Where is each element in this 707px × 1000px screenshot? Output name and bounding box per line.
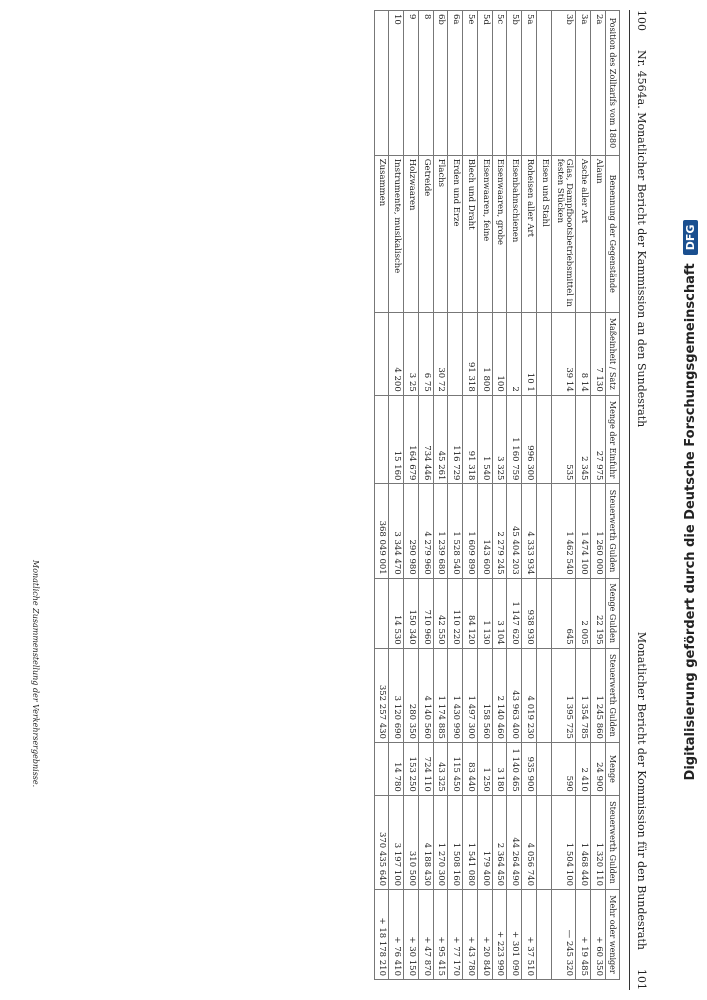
cell-c4: 2 140 460: [492, 648, 507, 742]
cell-c2: [536, 484, 551, 578]
cell-name: Eisenwaaren, feine: [477, 155, 492, 312]
cell-c5: 83 440: [463, 742, 478, 795]
cell-c6: 1 541 080: [463, 795, 478, 889]
table-row: [522, 11, 537, 980]
cell-pos: 6a: [448, 11, 463, 156]
cell-c2: 4 333 934: [522, 484, 537, 578]
cell-c3: 3 104: [492, 578, 507, 648]
table-row: [576, 11, 591, 980]
cell-diff: + 60 350: [591, 890, 606, 980]
table-row: [404, 11, 419, 980]
table-row: [536, 11, 551, 980]
cell-c5: 2 410: [576, 742, 591, 795]
table-row: [477, 11, 492, 980]
table-row: [463, 11, 478, 980]
cell-c1: 2 345: [576, 395, 591, 484]
cell-name: Instrumente, musikalische: [389, 155, 404, 312]
cell-c2: 1 260 000: [591, 484, 606, 578]
cell-c1: 27 975: [591, 395, 606, 484]
header-rule: [629, 10, 630, 990]
cell-diff: + 43 780: [463, 890, 478, 980]
title-right: Monatlicher Bericht der Kommission für den Bundesrath: [635, 631, 648, 950]
cell-c5: 935 900: [522, 742, 537, 795]
cell-c1: 1 160 759: [507, 395, 522, 484]
cell-c5: 115 450: [448, 742, 463, 795]
cell-c5: 153 250: [404, 742, 419, 795]
cell-diff: + 95 415: [433, 890, 448, 980]
totals-blank: [374, 578, 389, 648]
cell-c4: 280 350: [404, 648, 419, 742]
cell-c6: 1 508 160: [448, 795, 463, 889]
cell-unit: 7 130: [591, 312, 606, 395]
col-header: Menge Gulden: [605, 578, 619, 648]
statistics-table: [374, 10, 620, 980]
cell-c1: 996 300: [522, 395, 537, 484]
sidebar-content: [675, 20, 705, 980]
digitization-sidebar: [675, 20, 705, 980]
cell-unit: 30 72: [433, 312, 448, 395]
col-header: Mehr oder weniger: [605, 890, 619, 980]
totals-value: 368 049 001: [374, 484, 389, 578]
cell-c5: 1 140 465: [507, 742, 522, 795]
table-body: [389, 11, 605, 980]
table-row: [433, 11, 448, 980]
cell-c4: 4 140 560: [418, 648, 433, 742]
cell-pos: 5b: [507, 11, 522, 156]
header-row: [605, 11, 619, 980]
table-row: [418, 11, 433, 980]
cell-pos: 5e: [463, 11, 478, 156]
cell-c5: 3 180: [492, 742, 507, 795]
cell-unit: 100: [492, 312, 507, 395]
totals-row: [374, 11, 389, 980]
totals-value: + 18 178 210: [374, 890, 389, 980]
cell-unit: 39 14: [551, 312, 576, 395]
cell-c5: [536, 742, 551, 795]
col-header: Steuerwerth Gulden: [605, 795, 619, 889]
cell-c4: 158 560: [477, 648, 492, 742]
cell-name: Eisenbahnschienen: [507, 155, 522, 312]
cell-c4: 4 019 230: [522, 648, 537, 742]
table-row: [448, 11, 463, 980]
cell-pos: 8: [418, 11, 433, 156]
cell-name: Alaun: [591, 155, 606, 312]
cell-c1: 15 160: [389, 395, 404, 484]
col-header: Steuerwerth Gulden: [605, 648, 619, 742]
cell-pos: 9: [404, 11, 419, 156]
cell-diff: + 301 090: [507, 890, 522, 980]
sidebar-text: Digitalisierung gefördert durch die Deutsche Forschungsgemeinschaft: [682, 263, 698, 781]
cell-c3: 1 130: [477, 578, 492, 648]
cell-name: Holzwaaren: [404, 155, 419, 312]
cell-diff: + 20 840: [477, 890, 492, 980]
cell-pos: 6b: [433, 11, 448, 156]
cell-pos: 5c: [492, 11, 507, 156]
cell-c2: 1 528 540: [448, 484, 463, 578]
cell-c2: 2 279 245: [492, 484, 507, 578]
cell-name: Flachs: [433, 155, 448, 312]
cell-c1: 164 679: [404, 395, 419, 484]
page-number-right: 101: [635, 969, 648, 990]
cell-c2: 3 344 470: [389, 484, 404, 578]
cell-c3: 710 960: [418, 578, 433, 648]
totals-blank: [374, 312, 389, 395]
cell-c6: 1 320 110: [591, 795, 606, 889]
cell-c5: 724 110: [418, 742, 433, 795]
totals-blank: [374, 395, 389, 484]
cell-name: Blech und Draht: [463, 155, 478, 312]
cell-name: Erden und Erze: [448, 155, 463, 312]
cell-c3: 14 530: [389, 578, 404, 648]
cell-c6: 3 197 100: [389, 795, 404, 889]
cell-unit: 6 75: [418, 312, 433, 395]
cell-c2: 143 600: [477, 484, 492, 578]
col-header: Menge der Einfuhr: [605, 395, 619, 484]
cell-c5: 24 900: [591, 742, 606, 795]
cell-name: Glas, Dampfbootsbetriebsmittel in festen Stücken: [551, 155, 576, 312]
cell-c3: 645: [551, 578, 576, 648]
cell-c6: 1 468 440: [576, 795, 591, 889]
cell-c5: 1 250: [477, 742, 492, 795]
cell-pos: 10: [389, 11, 404, 156]
cell-c4: 1 430 990: [448, 648, 463, 742]
cell-c4: 1 497 300: [463, 648, 478, 742]
cell-c4: 1 395 725: [551, 648, 576, 742]
cell-c6: [536, 795, 551, 889]
cell-pos: 5d: [477, 11, 492, 156]
cell-c3: 938 930: [522, 578, 537, 648]
cell-c4: 1 245 860: [591, 648, 606, 742]
footnote: Monatliche Zusammenstellung der Verkehrsergebnisse.: [31, 560, 40, 788]
cell-c6: 179 400: [477, 795, 492, 889]
cell-c5: 590: [551, 742, 576, 795]
cell-name: Roheisen aller Art: [522, 155, 537, 312]
cell-unit: 91 318: [463, 312, 478, 395]
cell-c2: 1 609 890: [463, 484, 478, 578]
cell-pos: [536, 11, 551, 156]
totals-blank: [374, 742, 389, 795]
cell-c5: 43 325: [433, 742, 448, 795]
cell-diff: + 76 410: [389, 890, 404, 980]
cell-diff: + 37 510: [522, 890, 537, 980]
totals-blank: [374, 11, 389, 156]
cell-c2: 1 462 540: [551, 484, 576, 578]
cell-c3: [536, 578, 551, 648]
cell-name: Getreide: [418, 155, 433, 312]
cell-diff: + 223 990: [492, 890, 507, 980]
table-row: [551, 11, 576, 980]
cell-unit: [448, 312, 463, 395]
cell-c3: 2 005: [576, 578, 591, 648]
cell-c3: 110 220: [448, 578, 463, 648]
totals-value: 352 257 430: [374, 648, 389, 742]
cell-pos: 5a: [522, 11, 537, 156]
cell-unit: 4 200: [389, 312, 404, 395]
table-row: [492, 11, 507, 980]
cell-c1: 734 446: [418, 395, 433, 484]
page-number-left: 100: [635, 10, 648, 31]
cell-c2: 1 474 100: [576, 484, 591, 578]
cell-c1: 91 318: [463, 395, 478, 484]
cell-pos: 2a: [591, 11, 606, 156]
cell-c3: 22 195: [591, 578, 606, 648]
cell-c4: 1 174 885: [433, 648, 448, 742]
cell-unit: 8 14: [576, 312, 591, 395]
cell-c4: 1 354 785: [576, 648, 591, 742]
cell-unit: 10 1: [522, 312, 537, 395]
cell-c2: 1 239 680: [433, 484, 448, 578]
col-header: Steuerwerth Gulden: [605, 484, 619, 578]
cell-unit: 1 800: [477, 312, 492, 395]
cell-c1: 535: [551, 395, 576, 484]
cell-c1: [536, 395, 551, 484]
col-header: Position des Zolltarifs vom 1880: [605, 11, 619, 156]
totals-value: 370 435 640: [374, 795, 389, 889]
cell-diff: + 30 150: [404, 890, 419, 980]
cell-c6: 2 364 450: [492, 795, 507, 889]
col-header: Menge: [605, 742, 619, 795]
cell-c3: 1 147 620: [507, 578, 522, 648]
col-header: Benennung der Gegenstände: [605, 155, 619, 312]
col-header: Maßeinheit / Satz: [605, 312, 619, 395]
totals-label: Zusammen: [374, 155, 389, 312]
table-row: [507, 11, 522, 980]
cell-c3: 84 120: [463, 578, 478, 648]
cell-unit: [536, 312, 551, 395]
cell-c6: 310 500: [404, 795, 419, 889]
cell-unit: 2: [507, 312, 522, 395]
cell-diff: + 47 870: [418, 890, 433, 980]
cell-name: Eisenwaaren, grobe: [492, 155, 507, 312]
cell-c4: 3 120 690: [389, 648, 404, 742]
cell-c1: 45 261: [433, 395, 448, 484]
cell-pos: 3b: [551, 11, 576, 156]
cell-c6: 1 270 300: [433, 795, 448, 889]
cell-c4: 43 963 400: [507, 648, 522, 742]
cell-c2: 290 980: [404, 484, 419, 578]
cell-c1: 116 729: [448, 395, 463, 484]
dfg-logo: DFG: [683, 220, 698, 256]
cell-name: Asche aller Art: [576, 155, 591, 312]
cell-c4: [536, 648, 551, 742]
cell-c6: 44 264 490: [507, 795, 522, 889]
cell-c2: 4 279 960: [418, 484, 433, 578]
cell-c1: 1 540: [477, 395, 492, 484]
cell-diff: [536, 890, 551, 980]
table-row: [389, 11, 404, 980]
cell-c1: 3 325: [492, 395, 507, 484]
table-row: [591, 11, 606, 980]
cell-diff: — 245 320: [551, 890, 576, 980]
cell-c5: 14 780: [389, 742, 404, 795]
cell-c3: 150 340: [404, 578, 419, 648]
cell-c6: 4 188 430: [418, 795, 433, 889]
cell-c2: 45 404 203: [507, 484, 522, 578]
cell-pos: 3a: [576, 11, 591, 156]
cell-c6: 1 504 100: [551, 795, 576, 889]
cell-diff: + 19 485: [576, 890, 591, 980]
cell-unit: 3 25: [404, 312, 419, 395]
cell-diff: + 77 170: [448, 890, 463, 980]
title-left: Nr. 4564a. Monatlicher Bericht der Kammission an den Sundesrath: [635, 50, 648, 428]
cell-c6: 4 056 740: [522, 795, 537, 889]
page-header: [630, 10, 654, 990]
cell-name: Eisen und Stahl: [536, 155, 551, 312]
cell-c3: 42 550: [433, 578, 448, 648]
